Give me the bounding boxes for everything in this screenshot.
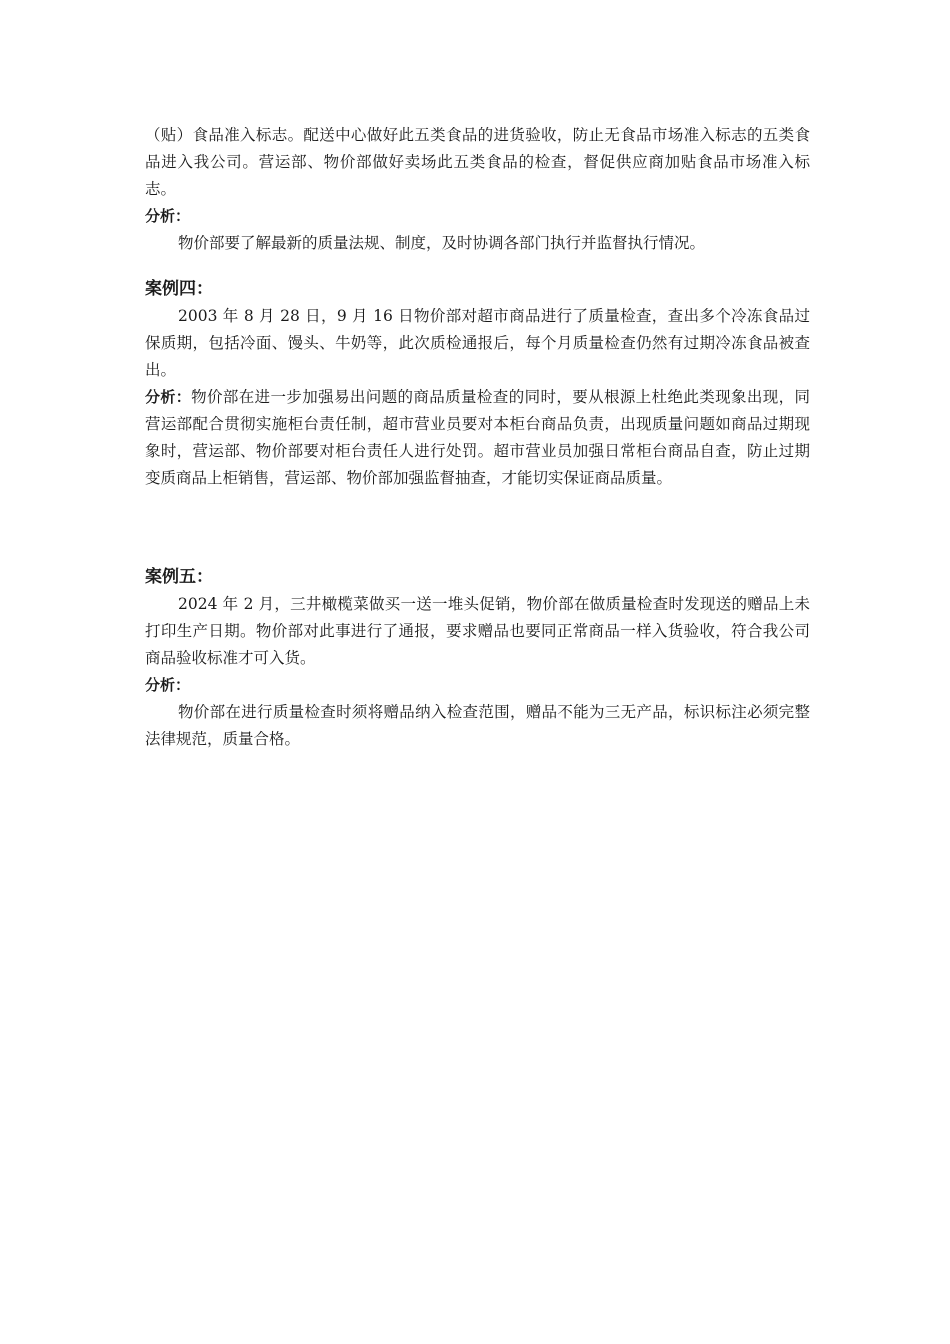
case5-analysis-text: 物价部在进行质量检查时须将赠品纳入检查范围，赠品不能为三无产品，标识标注必须完整法律规范，质量合格。 [145, 703, 810, 748]
case4-analysis-text: 物价部在进一步加强易出问题的商品质量检查的同时，要从根源上杜绝此类现象出现，同营运部配合贯彻实施柜台责任制，超市营业员要对本柜台商品负责，出现质量问题如商品过期现象时，营运部、物价部要对柜台责任人进行处罚。超市营业员加强日常柜台商品自查，防止过期变质商品上柜销售，营运部、物价部加强监督抽查，才能切实保证商品质量。 [145, 388, 810, 487]
intro-analysis-label: 分析： [145, 207, 191, 225]
case4-heading: 案例四： [145, 279, 213, 299]
intro-analysis-text: 物价部要了解最新的质量法规、制度，及时协调各部门执行并监督执行情况。 [178, 234, 706, 252]
case4-analysis [145, 384, 810, 492]
case5-heading: 案例五： [145, 567, 213, 587]
document-body [145, 122, 810, 753]
case4-analysis-label: 分析： [145, 388, 192, 406]
case5-paragraph: 2024 年 2 月，三井橄榄菜做买一送一堆头促销，物价部在做质量检查时发现送的赠品上未打印生产日期。物价部对此事进行了通报，要求赠品也要同正常商品一样入货验收，符合我公司商品验收标准才可入货。 [145, 595, 810, 667]
case4-paragraph: 2003 年 8 月 28 日，9 月 16 日物价部对超市商品进行了质量检查，查出多个冷冻食品过保质期，包括冷面、馒头、牛奶等，此次质检通报后，每个月质量检查仍然有过期冷冻食品被查出。 [145, 307, 810, 379]
intro-paragraph: （贴）食品准入标志。配送中心做好此五类食品的进货验收，防止无食品市场准入标志的五类食品进入我公司。营运部、物价部做好卖场此五类食品的检查，督促供应商加贴食品市场准入标志。 [145, 126, 810, 198]
section-spacer [145, 492, 810, 564]
section-spacer [145, 257, 810, 276]
case5-analysis-label: 分析： [145, 676, 191, 694]
